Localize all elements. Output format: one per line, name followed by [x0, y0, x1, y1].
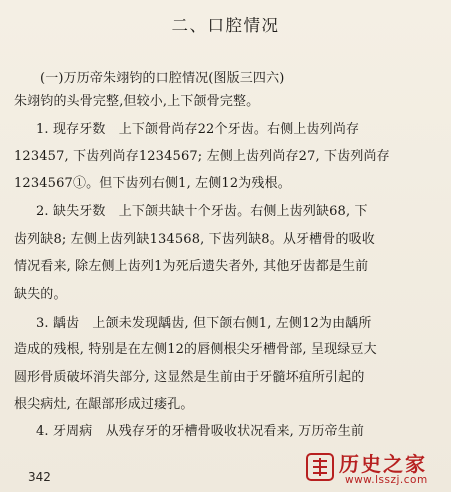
text-line: 3. 龋齿 上颌未发现龋齿, 但下颌右侧1, 左侧12为由龋所: [36, 316, 372, 331]
page-number: 342: [28, 470, 51, 484]
text-line: 1. 现存牙数 上下颌骨尚存22个牙齿。右侧上齿列尚存: [36, 122, 360, 137]
text-line: 情况看来, 除左侧上齿列1为死后遗失者外, 其他牙齿都是生前: [14, 259, 369, 274]
text-line: 造成的残根, 特别是在左侧12的唇侧根尖牙槽骨部, 呈现绿豆大: [14, 342, 377, 357]
text-line: 朱翊钧的头骨完整,但较小,上下颌骨完整。: [14, 94, 260, 109]
seal-icon: [305, 452, 335, 482]
text-line: 根尖病灶, 在龈部形成过瘘孔。: [14, 397, 194, 412]
text-line: 2. 缺失牙数 上下颌共缺十个牙齿。右侧上齿列缺68, 下: [36, 204, 368, 219]
text-line: 1234567①。但下齿列右侧1, 左侧12为残根。: [14, 176, 291, 191]
text-line: 缺失的。: [14, 287, 67, 302]
text-line: 123457, 下齿列尚存1234567; 左侧上齿列尚存27, 下齿列尚存: [14, 149, 390, 164]
text-line: 齿列缺8; 左侧上齿列缺134568, 下齿列缺8。从牙槽骨的吸收: [14, 232, 375, 247]
subsection-heading: (一)万历帝朱翊钧的口腔情况(图版三四六): [40, 71, 285, 86]
text-line: 4. 牙周病 从残存牙的牙槽骨吸收状况看来, 万历帝生前: [36, 424, 365, 439]
watermark-url: www.lsszj.com: [345, 474, 428, 486]
section-title: 二、口腔情况: [171, 16, 280, 35]
watermark-title: 历史之家: [339, 452, 427, 476]
text-line: 圆形骨质破坏消失部分, 这显然是生前由于牙髓坏疽所引起的: [14, 370, 365, 385]
watermark: [305, 448, 447, 490]
